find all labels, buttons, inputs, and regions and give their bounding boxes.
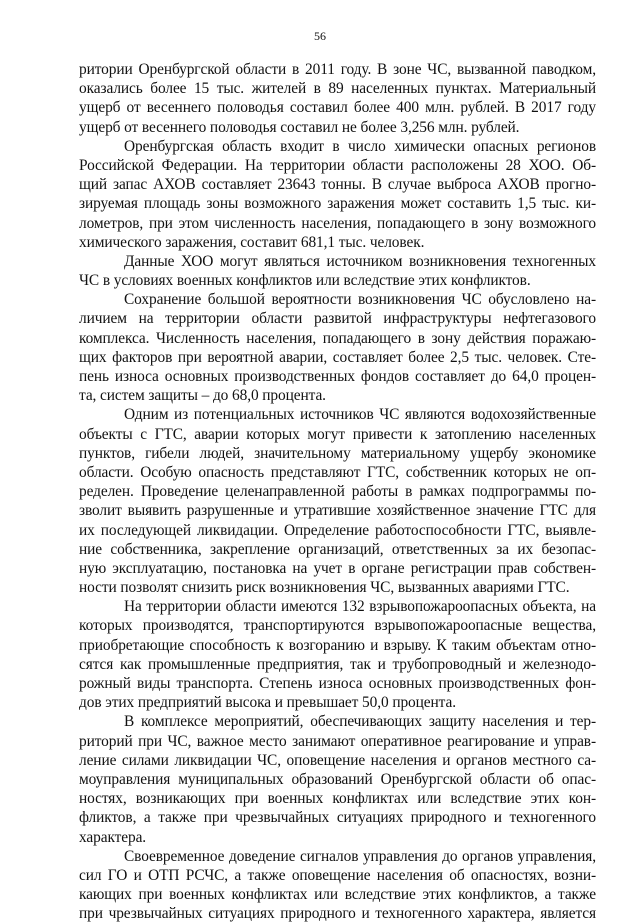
text-line: приобретающие способность к возгоранию и взрыву. К таким объектам отно- — [79, 636, 596, 654]
text-line: Одним из потенциальных источников ЧС являются водохозяйственные — [124, 406, 596, 424]
text-line: которых производятся, транспортируются взрывопожароопасные вещества, — [79, 617, 596, 635]
text-line: щих факторов при вероятной аварии, составляет более 2,5 тыс. человек. Сте- — [79, 348, 596, 366]
text-line: химического заражения, составит 681,1 тыс. человек. — [79, 233, 425, 251]
text-line: комплекса. Численность населения, попадающего в зону действия поражаю- — [79, 329, 596, 347]
paragraph — [79, 405, 596, 597]
text-line: Оренбургская область входит в число химически опасных регионов — [124, 137, 596, 155]
paragraph — [79, 60, 596, 137]
text-line: при чрезвычайных ситуациях природного и техногенного характера, является — [79, 905, 596, 923]
text-line: та, систем защиты – до 68,0 процента. — [79, 387, 326, 405]
text-line: В комплексе мероприятий, обеспечивающих защиту населения и тер- — [124, 713, 596, 731]
text-line: ределен. Проведение целенаправленной работы в рамках подпрограммы по- — [79, 483, 596, 501]
text-line: ную эксплуатацию, постановка на учет в органе регистрации прав собствен- — [79, 559, 596, 577]
text-line: моуправления муниципальных образований Оренбургской области об опас- — [79, 770, 596, 788]
text-line: рожный виды транспорта. Степень износа основных производственных фон- — [79, 675, 596, 692]
text-line: сятся как промышленные предприятия, так и трубопроводный и железнодо- — [79, 655, 596, 673]
text-line: дов этих предприятий высока и превышает 50,0 процента. — [79, 694, 456, 712]
text-line: ущерб от весеннего половодья составил более 400 млн. рублей. В 2017 году — [79, 99, 596, 117]
text-line: ности позволят снизить риск возникновения ЧС, вызванных авариями ГТС. — [79, 579, 570, 597]
text-line: сил ГО и ОТП РСЧС, а также оповещение населения об опасностях, возни- — [79, 866, 596, 884]
text-line: пунктов, гибели людей, значительному материальному ущербу экономике — [79, 444, 596, 462]
text-line: оказались более 15 тыс. жителей в 89 населенных пунктах. Материальный — [79, 80, 596, 98]
text-line: лометров, при этом численность населения, попадающего в зону возможного — [79, 214, 596, 232]
paragraph — [79, 712, 596, 846]
text-line: их последующей ликвидации. Определение работоспособности ГТС, выявле- — [79, 521, 596, 539]
text-line: области. Особую опасность представляют ГТС, собственник которых не оп- — [79, 463, 596, 481]
text-line: риторий при ЧС, важное место занимают оперативное реагирование и управ- — [79, 732, 596, 750]
text-line: зволит выявить разрушенные и утратившие хозяйственное значение ГТС для — [79, 502, 596, 520]
body-text — [79, 60, 596, 923]
text-line: На территории области имеются 132 взрывопожароопасных объекта, на — [124, 598, 596, 616]
text-line: Данные ХОО могут являться источником возникновения техногенных — [124, 252, 596, 270]
paragraph — [79, 252, 596, 290]
text-line: зируемая площадь зоны возможного заражения может составить 1,5 тыс. ки- — [79, 195, 596, 213]
text-line: Своевременное доведение сигналов управления до органов управления, — [124, 847, 596, 865]
text-line: ритории Оренбургской области в 2011 году. В зоне ЧС, вызванной паводком, — [79, 61, 596, 78]
text-line: Сохранение большой вероятности возникновения ЧС обусловлено на- — [124, 291, 596, 309]
text-line: пень износа основных производственных фондов составляет до 64,0 процен- — [79, 368, 596, 385]
text-line: щий запас АХОВ составляет 23643 тонны. В случае выброса АХОВ прогно- — [79, 176, 596, 194]
text-line: объекты с ГТС, аварии которых могут привести к затоплению населенных — [79, 425, 596, 443]
text-line: фликтов, а также при чрезвычайных ситуациях природного и техногенного — [79, 809, 596, 827]
paragraph — [79, 597, 596, 712]
page-number: 56 — [314, 29, 326, 43]
paragraph — [79, 847, 596, 923]
text-line: кающих при военных конфликтах или вследствие этих конфликтов, а также — [79, 886, 596, 904]
paragraph — [79, 137, 596, 252]
paragraph — [79, 290, 596, 405]
text-line: характера. — [79, 828, 147, 846]
text-line: ЧС в условиях военных конфликтов или вследствие этих конфликтов. — [79, 272, 531, 290]
text-line: ние собственника, закрепление организаций, ответственных за их безопас- — [79, 540, 596, 558]
text-line: ущерб от весеннего половодья составил не более 3,256 млн. рублей. — [79, 118, 520, 136]
text-line: ностях, возникающих при военных конфликтах или вследствие этих кон- — [79, 790, 596, 808]
text-line: ление силами ликвидации ЧС, оповещение населения и органов местного са- — [79, 751, 596, 769]
text-line: личием на территории области развитой инфраструктуры нефтегазового — [79, 310, 596, 328]
text-line: Российской Федерации. На территории области расположены 28 ХОО. Об- — [79, 156, 596, 174]
